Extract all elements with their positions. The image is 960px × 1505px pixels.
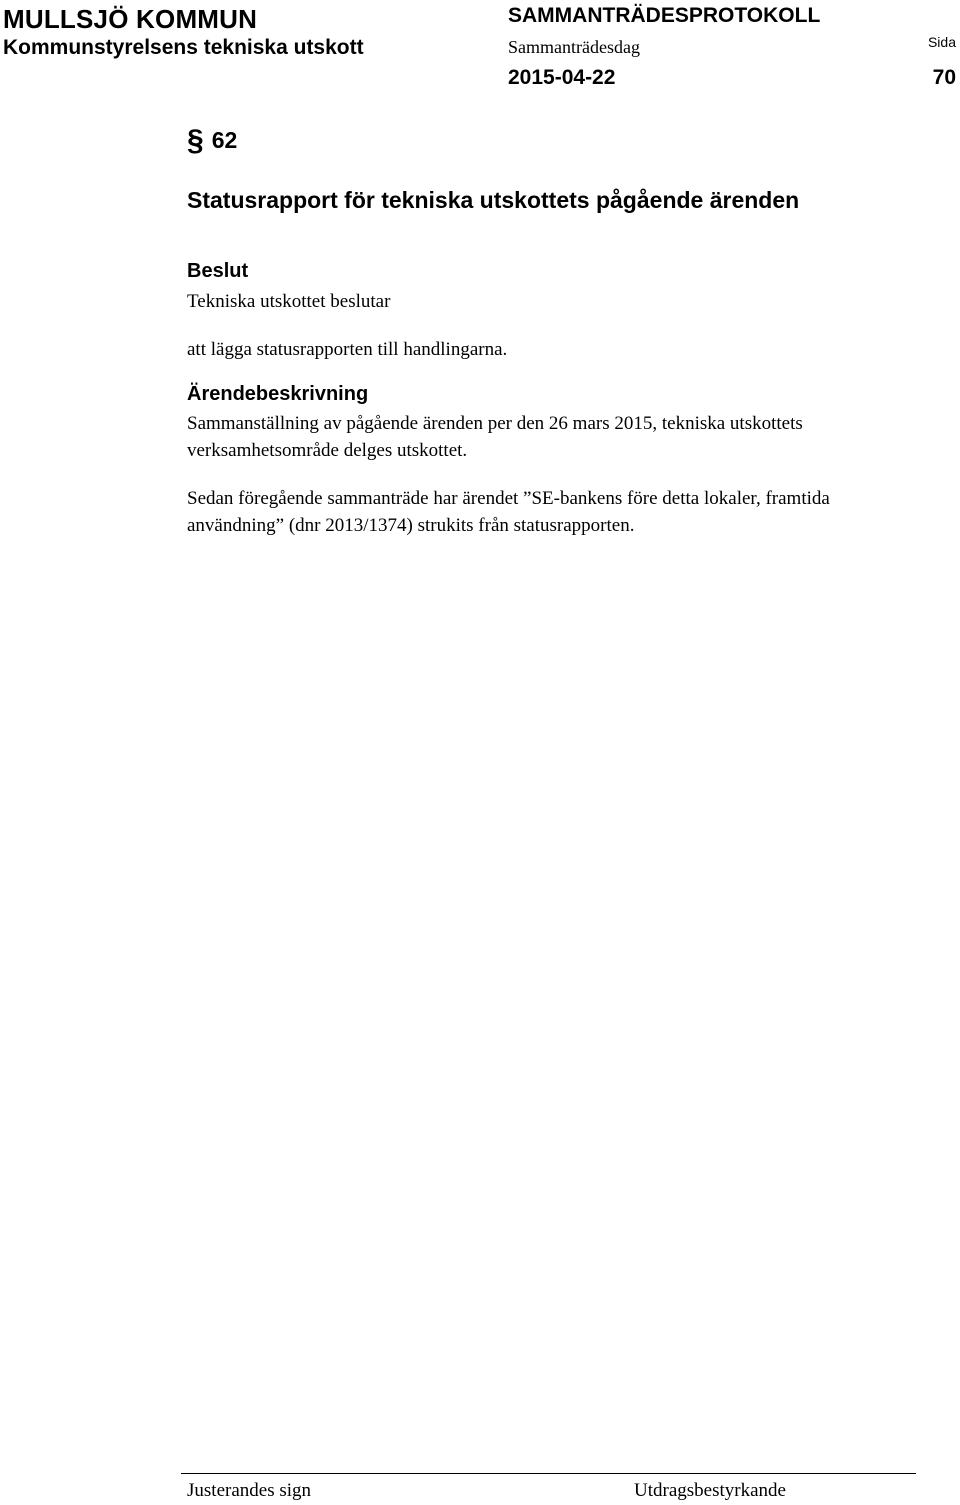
committee-name: Kommunstyrelsens tekniska utskott xyxy=(3,36,364,59)
meeting-date-label: Sammanträdesdag xyxy=(508,37,640,57)
page-label: Sida xyxy=(927,34,956,50)
description-paragraph: Sammanställning av pågående ärenden per den 26 mars 2015, tekniska utskottets verksamhetsområde delges utskottet. xyxy=(187,413,803,461)
signature-label: Justerandes sign xyxy=(187,1480,312,1501)
section-symbol: § xyxy=(187,124,204,157)
meeting-date: 2015-04-22 xyxy=(508,66,616,89)
organization-name: MULLSJÖ KOMMUN xyxy=(3,4,258,34)
description-heading: Ärendebeskrivning xyxy=(187,383,369,405)
paragraph-number: 62 xyxy=(211,127,238,153)
footer-divider xyxy=(181,1473,916,1474)
document-type: SAMMANTRÄDESPROTOKOLL xyxy=(508,4,821,27)
page-number: 70 xyxy=(932,66,956,89)
paragraph-heading xyxy=(187,122,237,156)
extract-certification-label: Utdragsbestyrkande xyxy=(634,1480,786,1501)
decision-text: att lägga statusrapporten till handlingarna. xyxy=(187,339,508,360)
case-title: Statusrapport för tekniska utskottets pågående ärenden xyxy=(187,187,800,213)
decision-heading: Beslut xyxy=(187,260,249,282)
decision-intro: Tekniska utskottet beslutar xyxy=(187,291,391,312)
description-paragraph: Sedan föregående sammanträde har ärendet ”SE-bankens före detta lokaler, framtida användning” (dnr 2013/1374) strukits från statusrapporten. xyxy=(187,488,830,536)
